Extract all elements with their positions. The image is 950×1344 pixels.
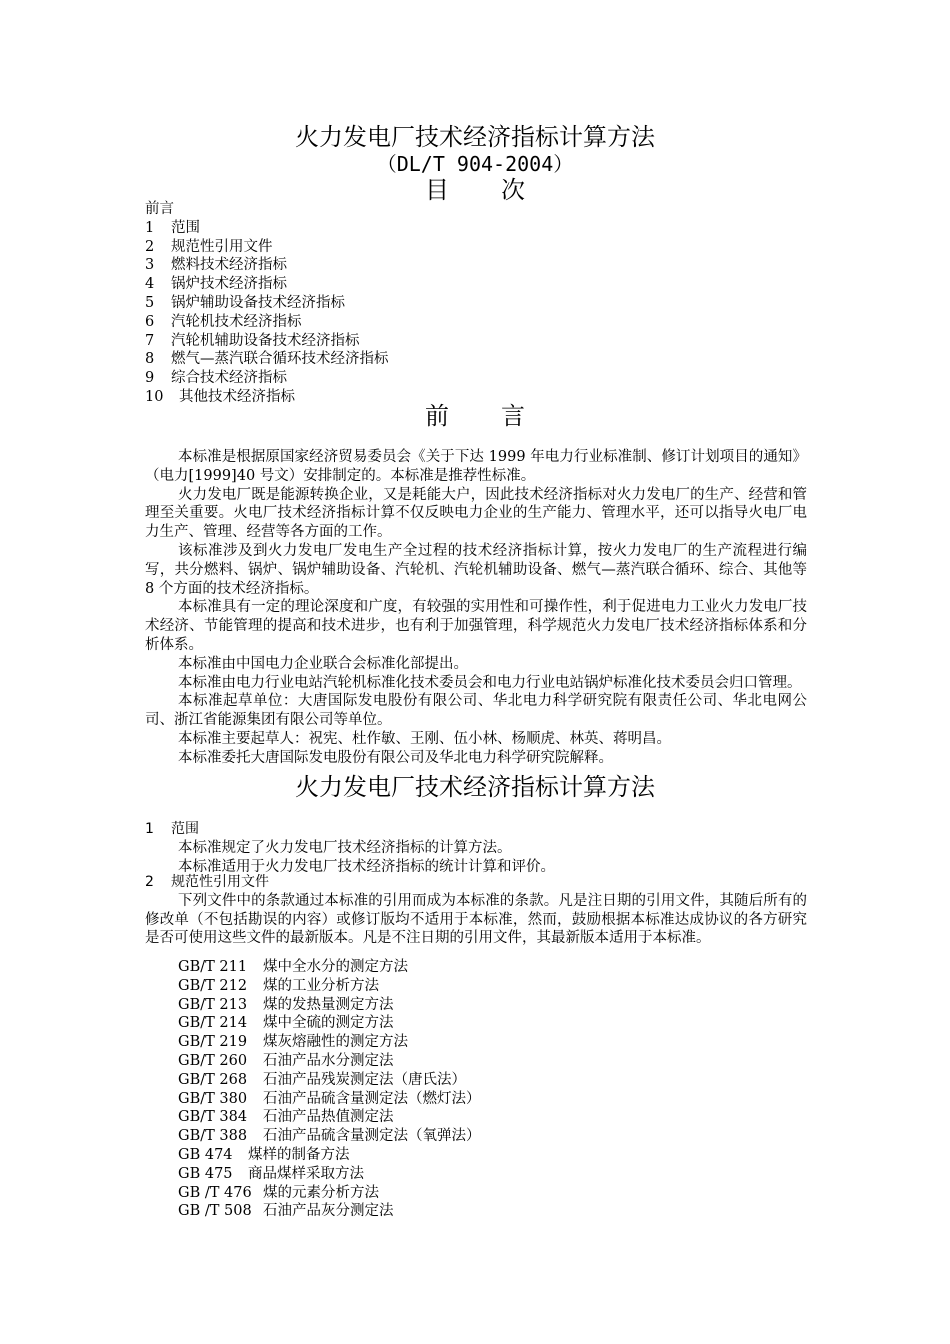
toc-item-number: 4 — [145, 276, 155, 293]
toc-item-label: 燃气—蒸汽联合循环技术经济指标 — [171, 351, 389, 368]
foreword-paragraph: 本标准委托大唐国际发电股份有限公司及华北电力科学研究院解释。 — [178, 749, 613, 766]
reference-code: GB/T 380 — [178, 1090, 248, 1107]
reference-item — [178, 1052, 481, 1071]
reference-code: GB/T 213 — [178, 996, 248, 1013]
reference-item — [178, 977, 481, 996]
toc-item-label: 规范性引用文件 — [171, 238, 273, 255]
foreword-paragraph: 本标准具有一定的理论深度和广度，有较强的实用性和可操作性，利于促进电力工业火力发电厂技术经济、节能管理的提高和技术进步，也有利于加强管理，科学规范火力发电厂技术经济指标体系和分析体系。 — [145, 599, 807, 653]
foreword-paragraph: 该标准涉及到火力发电厂发电生产全过程的技术经济指标计算，按火力发电厂的生产流程进行编写，共分燃料、锅炉、锅炉辅助设备、汽轮机、汽轮机辅助设备、燃气—蒸汽联合循环、综合、其他等 8 个方面的技术经济指标。 — [145, 542, 807, 597]
body-title: 火力发电厂技术经济指标计算方法 — [295, 773, 655, 801]
toc-item-label: 汽轮机辅助设备技术经济指标 — [171, 332, 360, 349]
reference-code: GB/T 211 — [178, 959, 248, 975]
toc-item-number: 9 — [145, 370, 155, 387]
reference-title: 煤的元素分析方法 — [263, 1184, 379, 1201]
reference-title: 煤的工业分析方法 — [263, 977, 379, 994]
reference-title: 商品煤样采取方法 — [248, 1165, 364, 1182]
foreword-body — [145, 448, 807, 768]
toc-item-number: 3 — [145, 257, 155, 274]
reference-code: GB 475 — [178, 1165, 233, 1182]
reference-item — [178, 1202, 481, 1221]
toc-item — [145, 200, 389, 219]
reference-title: 煤样的制备方法 — [248, 1146, 350, 1163]
reference-list — [178, 958, 481, 1221]
toc-heading: 目次 — [425, 176, 577, 204]
reference-title: 煤灰熔融性的测定方法 — [263, 1034, 408, 1051]
toc-item — [145, 256, 389, 275]
reference-title: 石油产品残炭测定法（唐氏法） — [263, 1071, 466, 1088]
reference-item — [178, 1014, 481, 1033]
toc-item-label: 范围 — [171, 219, 200, 236]
toc-item — [145, 238, 389, 257]
section-title: 范围 — [171, 821, 199, 837]
section-heading — [145, 820, 807, 839]
section-title: 规范性引用文件 — [171, 874, 269, 890]
foreword-paragraph: 火力发电厂既是能源转换企业，又是耗能大户，因此技术经济指标对火力发电厂的生产、经营和管理至关重要。火电厂技术经济指标计算不仅反映电力企业的生产能力、管理水平，还可以指导火电厂电力生产、管理、经营等各方面的工作。 — [145, 486, 807, 541]
reference-code: GB/T 384 — [178, 1109, 248, 1126]
reference-item — [178, 1071, 481, 1090]
toc-item-number: 2 — [145, 238, 155, 255]
reference-item — [178, 1127, 481, 1146]
reference-item — [178, 1146, 481, 1165]
reference-code: GB/T 212 — [178, 977, 248, 994]
toc-item-number: 8 — [145, 351, 155, 368]
section-paragraph: 本标准规定了火力发电厂技术经济指标的计算方法。 — [178, 839, 512, 856]
toc-item-label: 燃料技术经济指标 — [171, 257, 287, 274]
foreword-paragraph: 本标准由中国电力企业联合会标准化部提出。 — [178, 655, 468, 672]
toc-item-number: 10 — [145, 388, 164, 405]
toc-item — [145, 275, 389, 294]
section-normative-references — [145, 873, 807, 948]
reference-title: 煤中全硫的测定方法 — [263, 1015, 394, 1032]
reference-title: 石油产品硫含量测定法（燃灯法） — [263, 1090, 481, 1107]
reference-title: 石油产品灰分测定法 — [263, 1203, 394, 1220]
section-heading — [145, 873, 807, 892]
toc-item-label: 前言 — [145, 201, 174, 217]
toc-item-label: 锅炉辅助设备技术经济指标 — [171, 294, 345, 311]
reference-item — [178, 1090, 481, 1109]
toc-item — [145, 294, 389, 313]
toc-item — [145, 332, 389, 351]
toc-item — [145, 219, 389, 238]
reference-code: GB/T 214 — [178, 1015, 248, 1032]
foreword-heading: 前言 — [425, 402, 577, 430]
reference-item — [178, 1165, 481, 1184]
section-number: 2 — [145, 874, 154, 890]
document-title: 火力发电厂技术经济指标计算方法 — [295, 123, 655, 151]
toc-item-number: 6 — [145, 313, 155, 330]
reference-item — [178, 1184, 481, 1203]
foreword-paragraph: 本标准是根据原国家经济贸易委员会《关于下达 1999 年电力行业标准制、修订计划项目的通知》（电力[1999]40 号文）安排制定的。本标准是推荐性标准。 — [145, 449, 807, 484]
reference-code: GB/T 388 — [178, 1128, 248, 1145]
toc-item-number: 7 — [145, 332, 155, 349]
reference-item — [178, 1108, 481, 1127]
reference-code: GB/T 260 — [178, 1052, 248, 1069]
reference-code: GB /T 476 — [178, 1184, 252, 1201]
section-paragraph: 本标准适用于火力发电厂技术经济指标的统计计算和评价。 — [178, 858, 555, 875]
toc-item-label: 汽轮机技术经济指标 — [171, 313, 302, 330]
foreword-paragraph: 本标准起草单位：大唐国际发电股份有限公司、华北电力科学研究院有限责任公司、华北电网公司、浙江省能源集团有限公司等单位。 — [145, 693, 807, 729]
reference-title: 煤的发热量测定方法 — [263, 996, 394, 1013]
reference-title: 石油产品硫含量测定法（氧弹法） — [263, 1128, 481, 1145]
foreword-paragraph: 本标准主要起草人：祝宪、杜作敏、王刚、伍小林、杨顺虎、林英、蒋明昌。 — [178, 730, 671, 747]
toc-item-label: 其他技术经济指标 — [179, 388, 295, 405]
section-paragraph: 下列文件中的条款通过本标准的引用而成为本标准的条款。凡是注日期的引用文件，其随后所有的修改单（不包括勘误的内容）或修订版均不适用于本标准，然而，鼓励根据本标准达成协议的各方研究是否可使用这些文件的最新版本。凡是不注日期的引用文件，其最新版本适用于本标准。 — [145, 892, 807, 947]
toc-item-number: 5 — [145, 294, 155, 311]
toc-item-number: 1 — [145, 219, 155, 236]
toc-item-label: 综合技术经济指标 — [171, 370, 287, 387]
reference-title: 石油产品水分测定法 — [263, 1052, 394, 1069]
toc-item-label: 锅炉技术经济指标 — [171, 276, 287, 293]
toc-item — [145, 313, 389, 332]
toc-item — [145, 350, 389, 369]
reference-item — [178, 996, 481, 1015]
foreword-paragraph: 本标准由电力行业电站汽轮机标准化技术委员会和电力行业电站锅炉标准化技术委员会归口管理。 — [178, 674, 802, 691]
reference-code: GB/T 219 — [178, 1034, 248, 1051]
reference-item — [178, 958, 481, 977]
section-scope — [145, 820, 807, 876]
standard-code: （DL/T 904-2004） — [376, 152, 574, 176]
reference-title: 煤中全水分的测定方法 — [263, 959, 408, 975]
reference-item — [178, 1033, 481, 1052]
reference-code: GB /T 508 — [178, 1203, 252, 1220]
reference-title: 石油产品热值测定法 — [263, 1109, 394, 1126]
reference-code: GB/T 268 — [178, 1071, 248, 1088]
toc-item — [145, 369, 389, 388]
section-number: 1 — [145, 821, 154, 837]
reference-code: GB 474 — [178, 1146, 233, 1163]
table-of-contents — [145, 200, 389, 407]
